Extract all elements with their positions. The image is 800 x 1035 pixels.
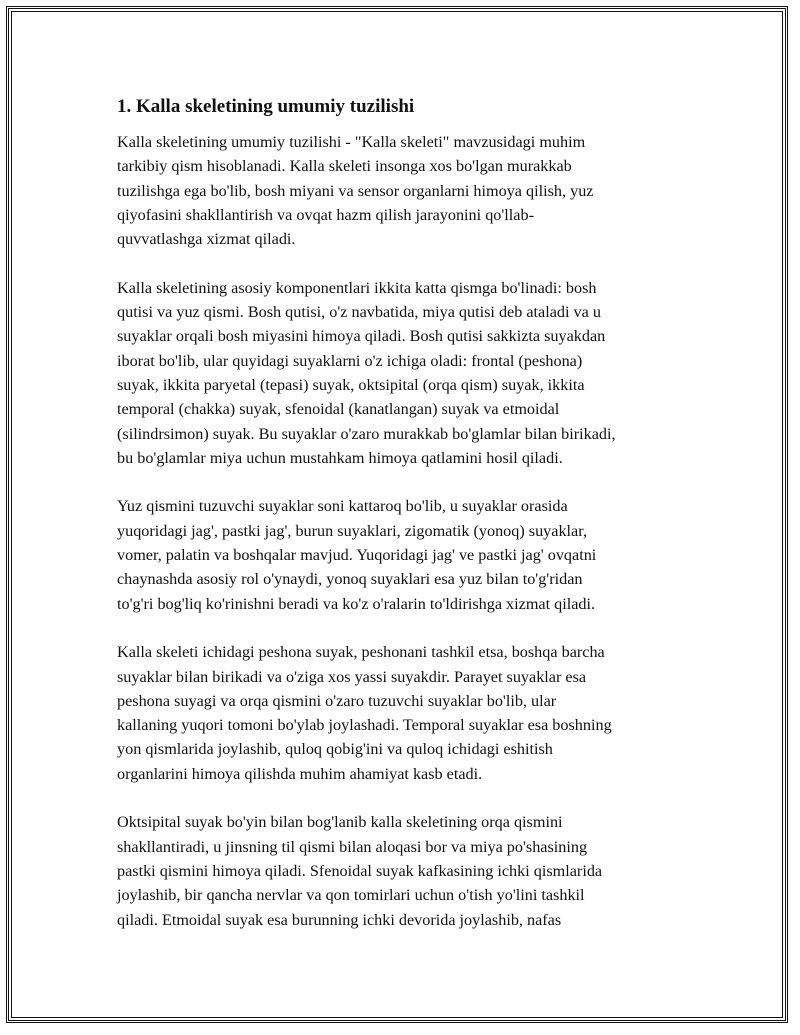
paragraph-frontal-parietal-temporal: Kalla skeleti ichidagi peshona suyak, peshonani tashkil etsa, boshqa barcha suyaklar bilan birikadi va o'ziga xos yassi suyakdir. Parayet suyaklar esa peshona suyagi va orqa qismini o'zaro tuzuvchi suyaklar bo'lib, ular kallaning yuqori tomoni bo'ylab joylashadi. Temporal suyaklar esa boshning yon qismlarida joylashib, quloq qobig'ini va quloq ichidagi eshitish organlarini himoya qilishda muhim ahamiyat kasb etadi. — [117, 643, 612, 783]
section-heading: 1. Kalla skeletining umumiy tuzilishi — [117, 96, 415, 117]
paragraph-facial-bones: Yuz qismini tuzuvchi suyaklar soni kattaroq bo'lib, u suyaklar orasida yuqoridagi jag', pastki jag', burun suyaklari, zigomatik (yonoq) suyaklar, vomer, palatin va boshqalar mavjud. Yuqoridagi jag' ve pastki jag' ovqatni chaynashda asosiy rol o'ynaydi, yonoq suyaklari esa yuz bilan to'g'ridan to'g'ri bog'liq ko'rinishni beradi va ko'z o'ralarin to'ldirishga xizmat qiladi. — [117, 497, 597, 613]
paragraph-occipital-sphenoid-ethmoid: Oktsipital suyak bo'yin bilan bog'lanib kalla skeletining orqa qismini shakllantiradi, u jinsning til qismi bilan aloqasi bor va miya po'shasining pastki qismini himoya qiladi. Sfenoidal suyak kafkasining ichki qismlarida joylashib, bir qancha nervlar va qon tomirlari uchun o'tish yo'lini tashkil qiladi. Etmoidal suyak esa burunning ichki devorida joylashib, nafas — [117, 813, 603, 929]
document-body — [117, 94, 692, 956]
paragraph-intro: Kalla skeletining umumiy tuzilishi - "Kalla skeleti" mavzusidagi muhim tarkibiy qism hisoblanadi. Kalla skeleti insonga xos bo'lgan murakkab tuzilishga ega bo'lib, bosh miyani va sensor organlarni himoya qilish, yuz qiyofasini shakllantirish va ovqat hazm qilish jarayonini qo'llab- quvvatlashga xizmat qiladi. — [117, 133, 594, 249]
paragraph-cranium: Kalla skeletining asosiy komponentlari ikkita katta qismga bo'linadi: bosh qutisi va yuz qismi. Bosh qutisi, o'z navbatida, miya qutisi deb ataladi va u suyaklar orqali bosh miyasini himoya qiladi. Bosh qutisi sakkizta suyakdan iborat bo'lib, ular quyidagi suyaklarni o'z ichiga oladi: frontal (peshona) suyak, ikkita paryetal (tepasi) suyak, oktsipital (orqa qism) suyak, ikkita temporal (chakka) suyak, sfenoidal (kanatlangan) suyak va etmoidal (silindrsimon) suyak. Bu suyaklar o'zaro murakkab bo'glamlar bilan birikadi, bu bo'glamlar miya uchun mustahkam himoya qatlamini hosil qiladi. — [117, 278, 616, 467]
